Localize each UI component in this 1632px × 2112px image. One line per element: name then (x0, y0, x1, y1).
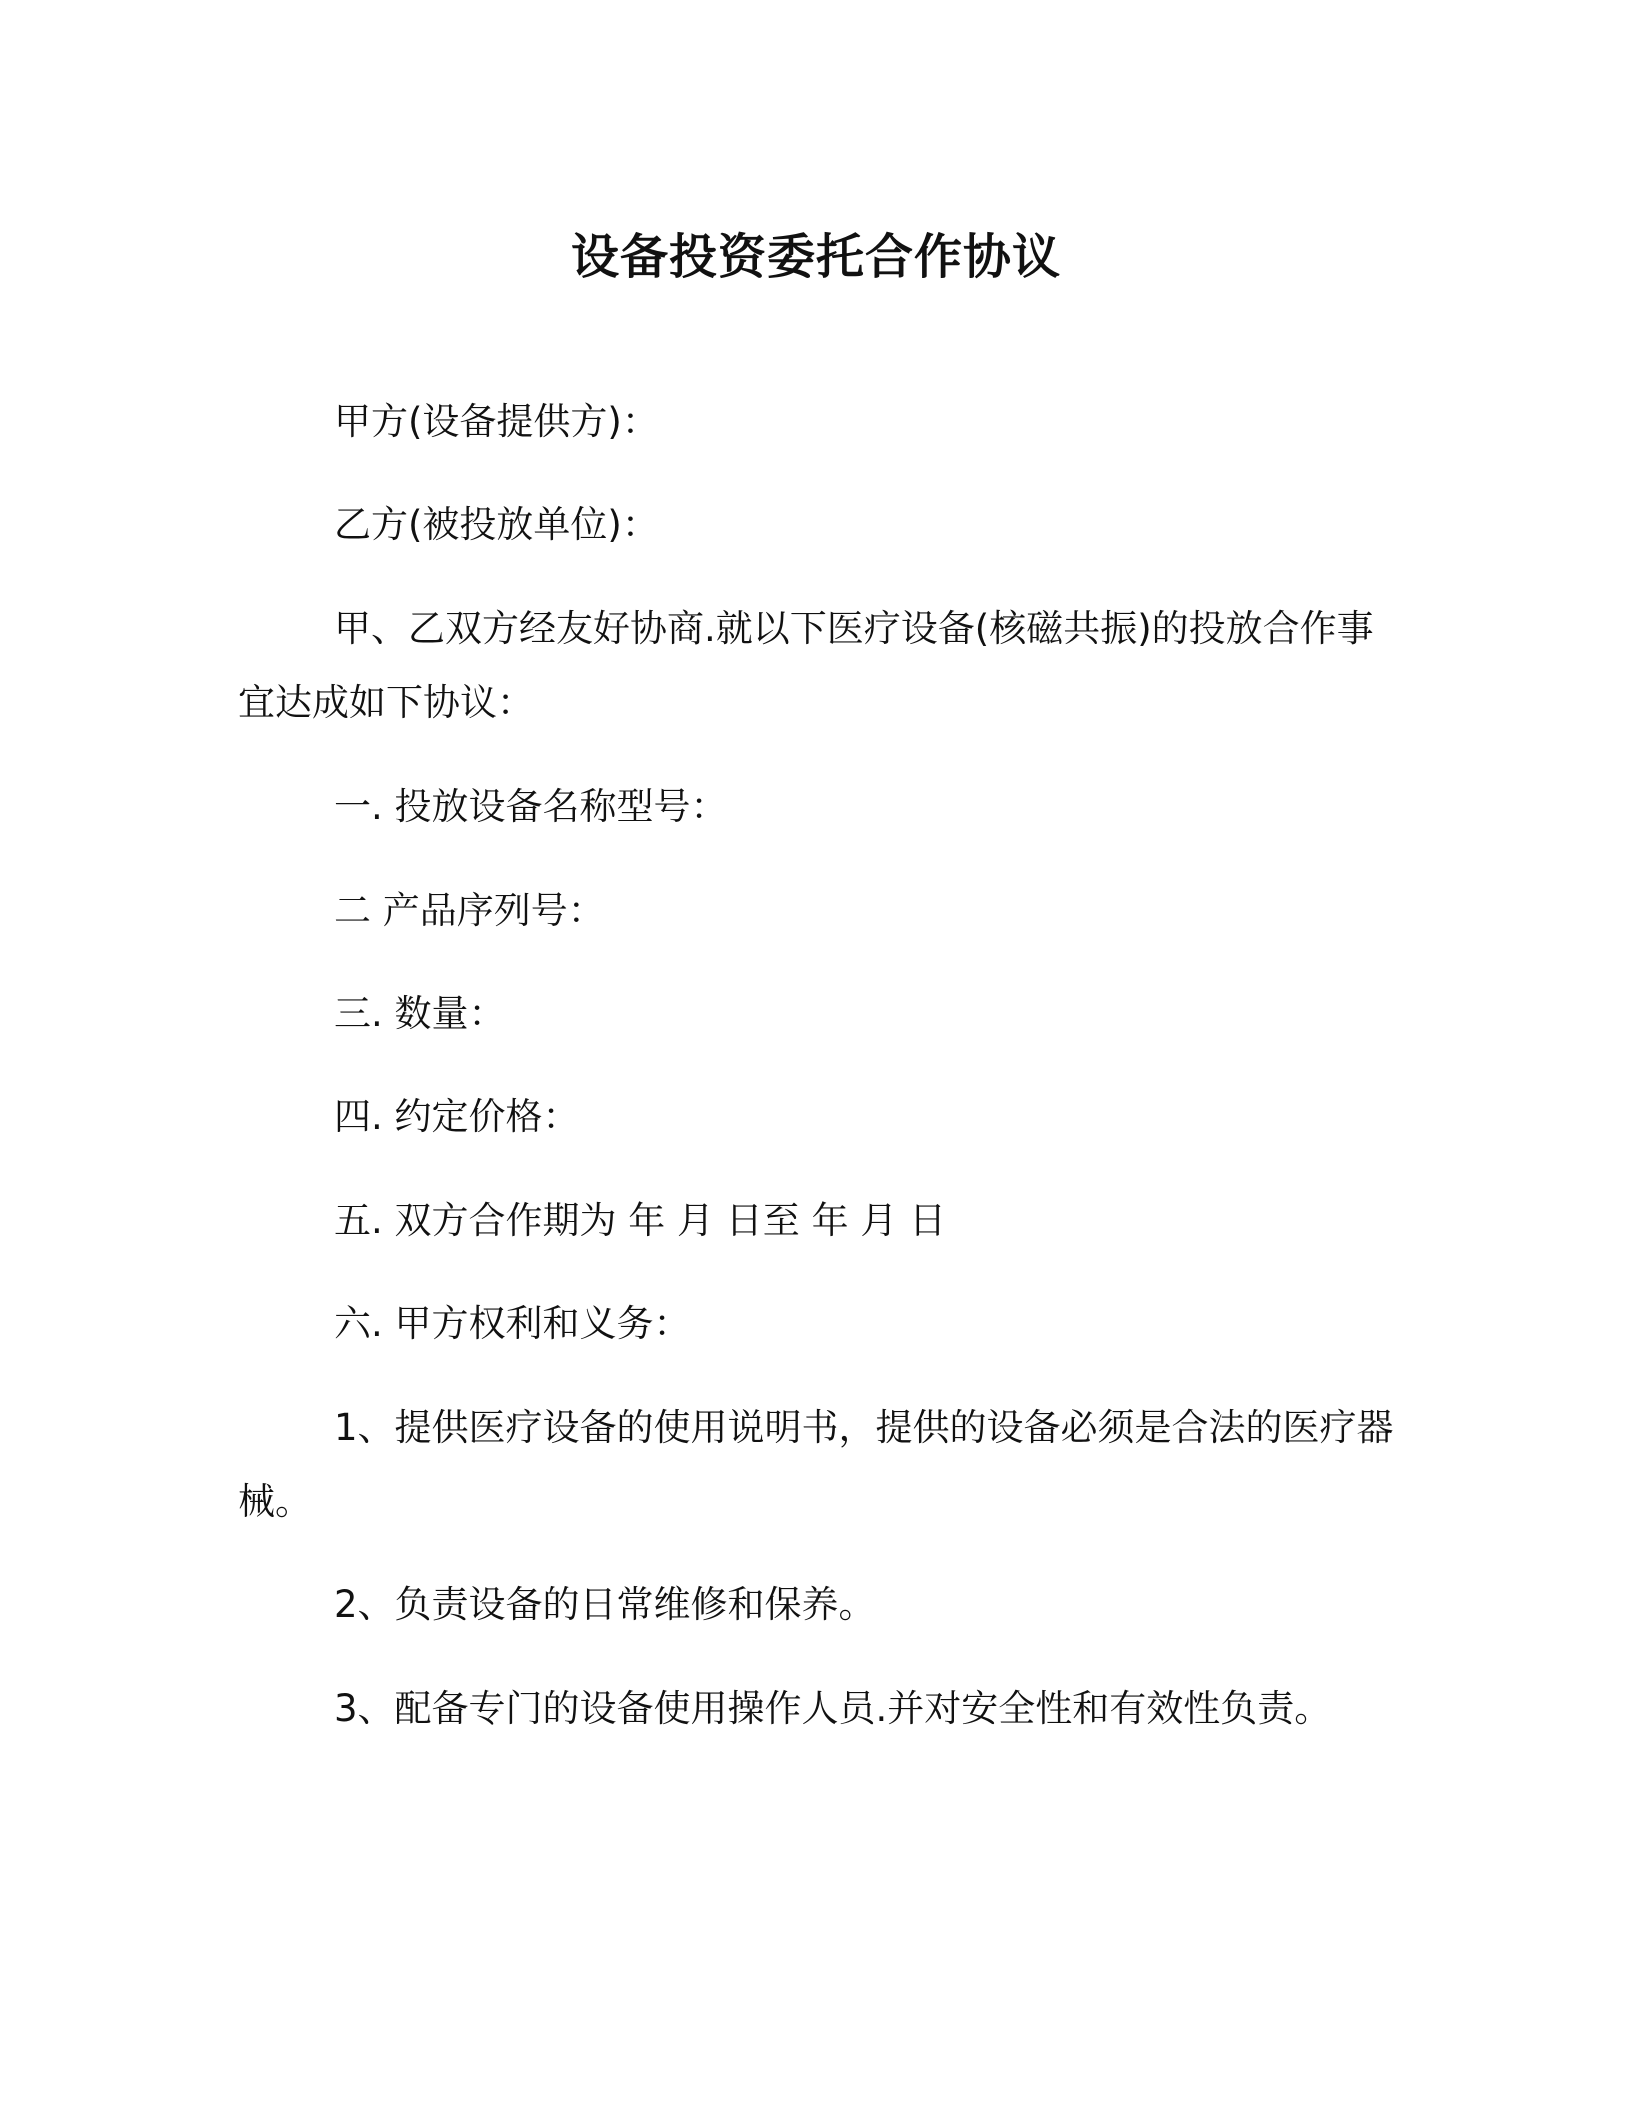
obligation-1: 1、提供医疗设备的使用说明书，提供的设备必须是合法的医疗器械。 (238, 1406, 1394, 1523)
intro-paragraph: 甲、乙双方经友好协商.就以下医疗设备(核磁共振)的投放合作事宜达成如下协议： (238, 607, 1374, 724)
clause-1-equipment-model: 一. 投放设备名称型号： (334, 785, 728, 828)
party-b-line: 乙方(被投放单位)： (334, 503, 659, 546)
obligation-3: 3、配备专门的设备使用操作人员.并对安全性和有效性负责。 (334, 1687, 1332, 1730)
clause-3-quantity: 三. 数量： (334, 992, 506, 1035)
clause-6-party-a-rights: 六. 甲方权利和义务： (334, 1302, 691, 1345)
clause-2-serial-number: 二 产品序列号： (334, 889, 605, 932)
document-title: 设备投资委托合作协议 (570, 229, 1061, 285)
clause-4-agreed-price: 四. 约定价格： (334, 1095, 580, 1138)
party-a-line: 甲方(设备提供方)： (334, 400, 659, 443)
clause-5-cooperation-period: 五. 双方合作期为 年 月 日至 年 月 日 (334, 1199, 947, 1242)
obligation-2: 2、负责设备的日常维修和保养。 (334, 1583, 876, 1626)
